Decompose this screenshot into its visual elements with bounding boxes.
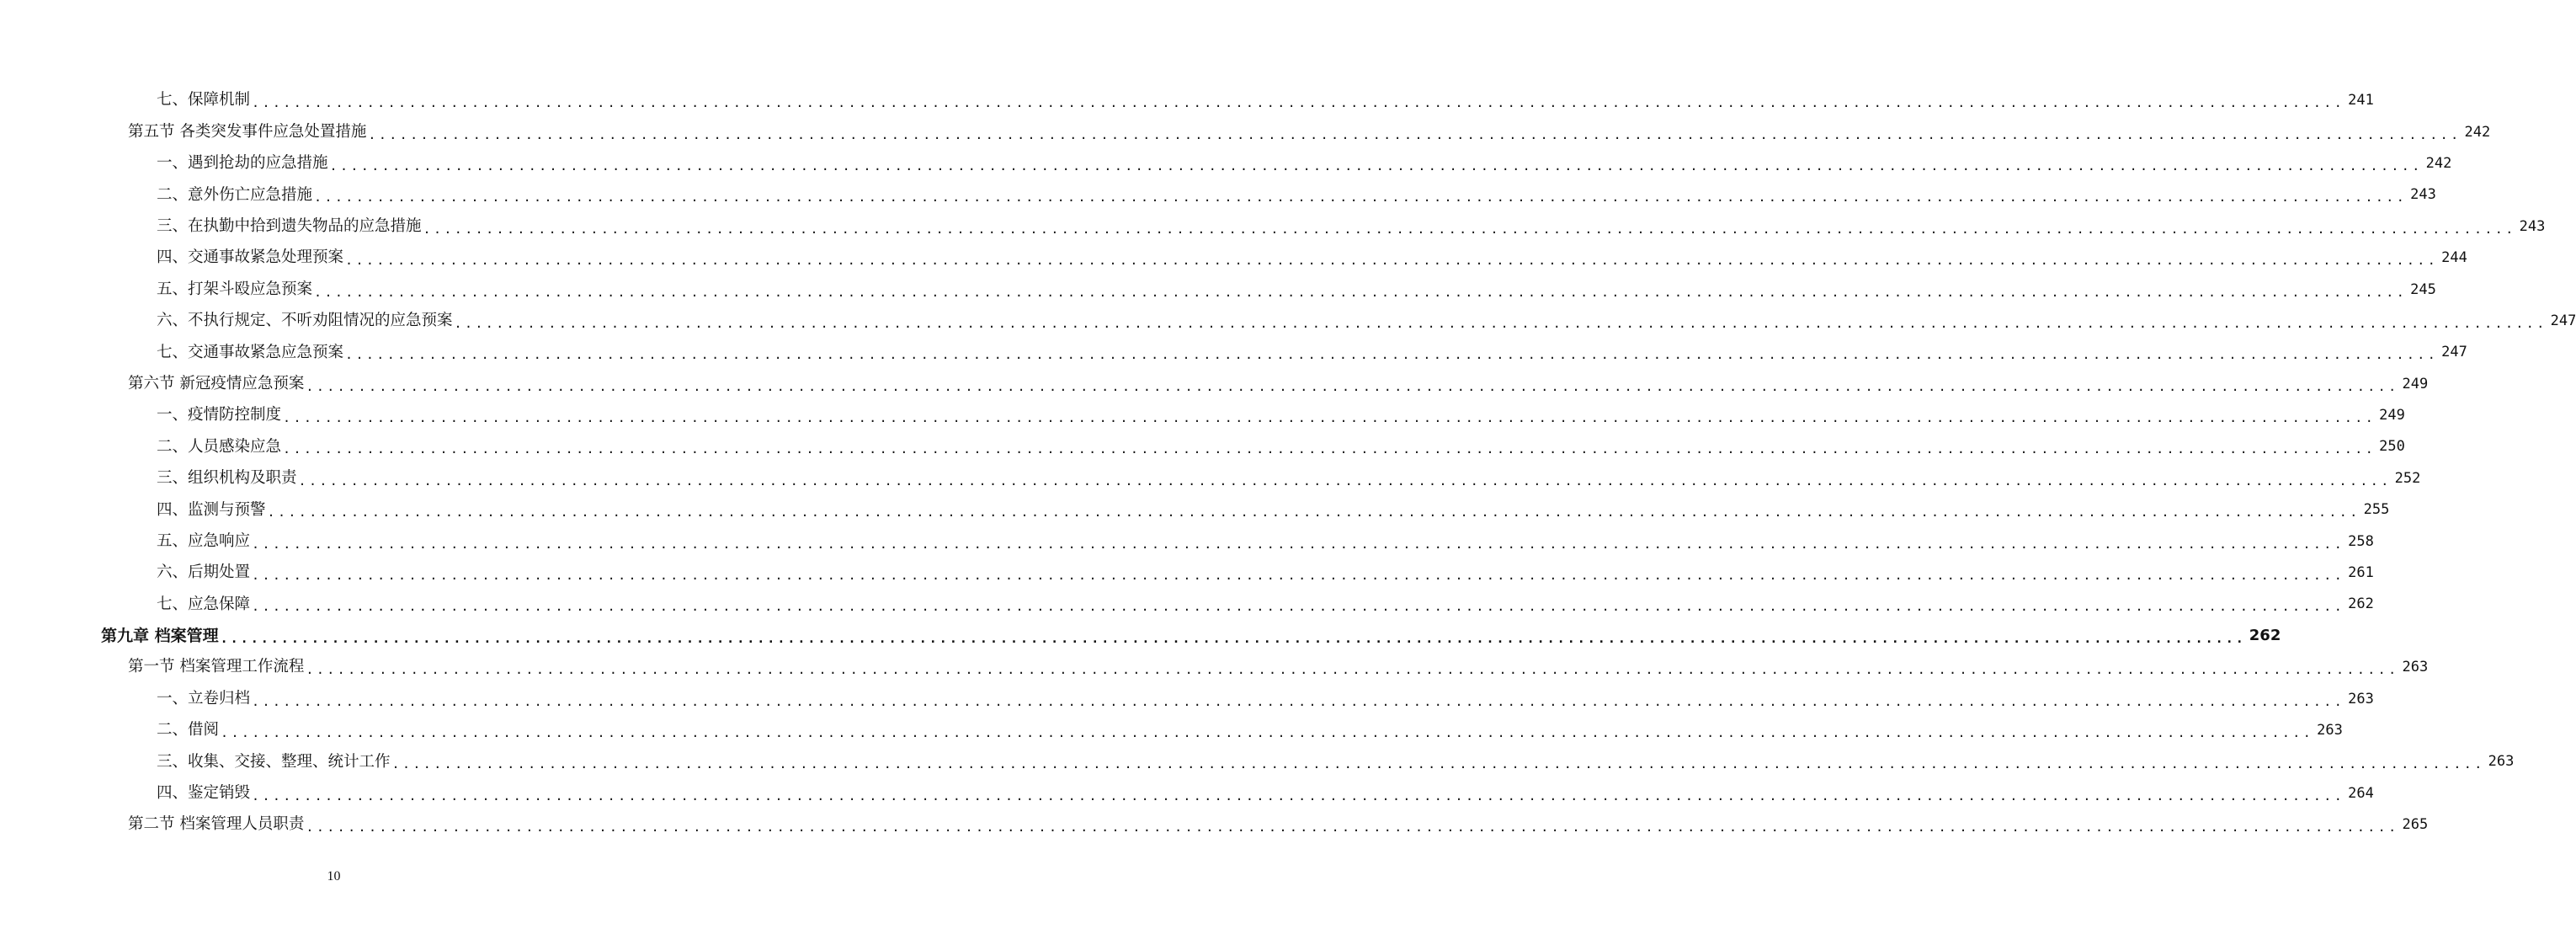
toc-entry-section[interactable]: [0, 116, 2491, 147]
toc-entry-page-number: 245: [2410, 280, 2436, 298]
toc-entry-title: 二、借阅: [157, 721, 220, 739]
toc-entry-page-number: 249: [2402, 375, 2429, 392]
dot-leader: ........................................................................................................................................................................................................: [221, 725, 2314, 740]
dot-leader: ........................................................................................................................................................................................................: [454, 315, 2547, 331]
toc-entry-item[interactable]: [0, 431, 2405, 462]
toc-entry-title: 五、应急响应: [157, 531, 251, 550]
dot-leader: ........................................................................................................................................................................................................: [329, 158, 2423, 174]
toc-entry-item[interactable]: [0, 494, 2390, 526]
toc-entry-page-number: 243: [2519, 217, 2546, 235]
toc-entry-title: 第一节 档案管理工作流程: [128, 658, 305, 676]
toc-entry-page-number: 247: [2441, 344, 2467, 361]
toc-entry-page-number: 243: [2410, 186, 2436, 204]
toc-entry-item[interactable]: [0, 463, 2421, 494]
dot-leader: ........................................................................................................................................................................................................: [252, 693, 2345, 709]
toc-entry-item[interactable]: [0, 746, 2515, 777]
dot-leader: ........................................................................................................................................................................................................: [368, 126, 2462, 142]
dot-leader: ........................................................................................................................................................................................................: [345, 253, 2439, 269]
toc-entry-item[interactable]: [0, 211, 2546, 243]
toc-entry-page-number: 249: [2379, 407, 2405, 424]
toc-entry-item[interactable]: [0, 400, 2405, 431]
toc-entry-item[interactable]: [0, 526, 2374, 557]
toc-entry-title: 七、应急保障: [157, 595, 251, 613]
toc-entry-title: 三、在执勤中拾到遗失物品的应急措施: [157, 217, 422, 235]
toc-entry-title: 七、交通事故紧急应急预案: [157, 343, 344, 361]
toc-entry-page-number: 262: [2348, 595, 2374, 613]
toc-entry-title: 五、打架斗殴应急预案: [157, 280, 313, 298]
page-number: 10: [327, 869, 341, 884]
dot-leader: ........................................................................................................................................................................................................: [252, 536, 2345, 552]
toc-entry-item[interactable]: [0, 274, 2436, 305]
toc-entry-page-number: 242: [2425, 154, 2452, 172]
dot-leader: ........................................................................................................................................................................................................: [252, 568, 2345, 584]
dot-leader: ........................................................................................................................................................................................................: [391, 756, 2485, 772]
toc-entry-page-number: 261: [2348, 564, 2374, 582]
toc-entry-item[interactable]: [0, 85, 2374, 116]
toc-entry-item[interactable]: [0, 148, 2452, 179]
toc-entry-page-number: 264: [2348, 784, 2374, 802]
toc-entry-title: 第九章 档案管理: [101, 626, 219, 645]
toc-entry-title: 二、意外伤亡应急措施: [157, 185, 313, 204]
toc-entry-title: 四、监测与预警: [157, 500, 266, 519]
dot-leader: ........................................................................................................................................................................................................: [306, 662, 2399, 678]
toc-entry-item[interactable]: [0, 179, 2436, 211]
toc-entry-title: 一、疫情防控制度: [157, 406, 282, 424]
toc-entry-title: 六、后期处置: [157, 563, 251, 582]
toc-entry-title: 四、交通事故紧急处理预案: [157, 248, 344, 267]
toc-entry-title: 二、人员感染应急: [157, 437, 282, 456]
toc-entry-page-number: 265: [2402, 816, 2429, 834]
toc-entry-title: 第五节 各类突发事件应急处置措施: [128, 122, 367, 141]
toc-entry-section[interactable]: [0, 369, 2429, 400]
toc-entry-page-number: 252: [2394, 469, 2421, 487]
toc-entry-title: 一、遇到抢劫的应急措施: [157, 154, 328, 173]
toc-entry-page-number: 258: [2348, 532, 2374, 550]
toc-entry-item[interactable]: [0, 715, 2343, 746]
dot-leader: ........................................................................................................................................................................................................: [306, 820, 2399, 836]
toc-entry-page-number: 255: [2363, 501, 2390, 519]
toc-entry-title: 第二节 档案管理人员职责: [128, 815, 305, 834]
toc-entry-page-number: 263: [2348, 690, 2374, 707]
toc-entry-title: 七、保障机制: [157, 91, 251, 109]
dot-leader: ........................................................................................................................................................................................................: [220, 630, 2246, 646]
toc-entry-page-number: 242: [2464, 123, 2491, 141]
toc-entry-title: 三、收集、交接、整理、统计工作: [157, 752, 391, 771]
toc-entry-chapter[interactable]: [0, 621, 2281, 652]
toc-entry-item[interactable]: [0, 306, 2576, 337]
toc-entry-item[interactable]: [0, 683, 2374, 714]
toc-entry-title: 一、立卷归档: [157, 689, 251, 707]
dot-leader: ........................................................................................................................................................................................................: [252, 95, 2345, 111]
dot-leader: ........................................................................................................................................................................................................: [298, 472, 2392, 489]
dot-leader: ........................................................................................................................................................................................................: [283, 441, 2376, 457]
toc-entry-section[interactable]: [0, 809, 2429, 841]
toc-entry-section[interactable]: [0, 652, 2429, 683]
dot-leader: ........................................................................................................................................................................................................: [314, 284, 2408, 300]
dot-leader: ........................................................................................................................................................................................................: [345, 347, 2439, 363]
dot-leader: ........................................................................................................................................................................................................: [283, 410, 2376, 426]
dot-leader: ........................................................................................................................................................................................................: [314, 190, 2408, 206]
toc-entry-item[interactable]: [0, 337, 2467, 368]
dot-leader: ........................................................................................................................................................................................................: [306, 378, 2399, 394]
toc-entry-item[interactable]: [0, 243, 2467, 274]
toc-entry-page-number: 262: [2249, 627, 2281, 645]
dot-leader: ........................................................................................................................................................................................................: [267, 505, 2360, 521]
toc-entry-page-number: 250: [2379, 438, 2405, 456]
toc-entry-title: 六、不执行规定、不听劝阻情况的应急预案: [157, 312, 453, 330]
toc-entry-title: 三、组织机构及职责: [157, 469, 297, 488]
toc-entry-item[interactable]: [0, 558, 2374, 589]
dot-leader: ........................................................................................................................................................................................................: [252, 599, 2345, 615]
dot-leader: ........................................................................................................................................................................................................: [252, 788, 2345, 804]
toc-entry-title: 四、鉴定销毁: [157, 784, 251, 803]
toc-entry-item[interactable]: [0, 778, 2374, 809]
table-of-contents: [0, 85, 2576, 841]
toc-entry-page-number: 247: [2550, 312, 2576, 329]
toc-entry-page-number: 263: [2488, 753, 2515, 771]
toc-entry-page-number: 241: [2348, 92, 2374, 109]
dot-leader: ........................................................................................................................................................................................................: [423, 221, 2516, 237]
toc-entry-title: 第六节 新冠疫情应急预案: [128, 374, 305, 392]
toc-entry-page-number: 263: [2317, 722, 2343, 739]
toc-entry-page-number: 244: [2441, 249, 2467, 267]
toc-entry-page-number: 263: [2402, 659, 2429, 676]
toc-entry-item[interactable]: [0, 589, 2374, 620]
